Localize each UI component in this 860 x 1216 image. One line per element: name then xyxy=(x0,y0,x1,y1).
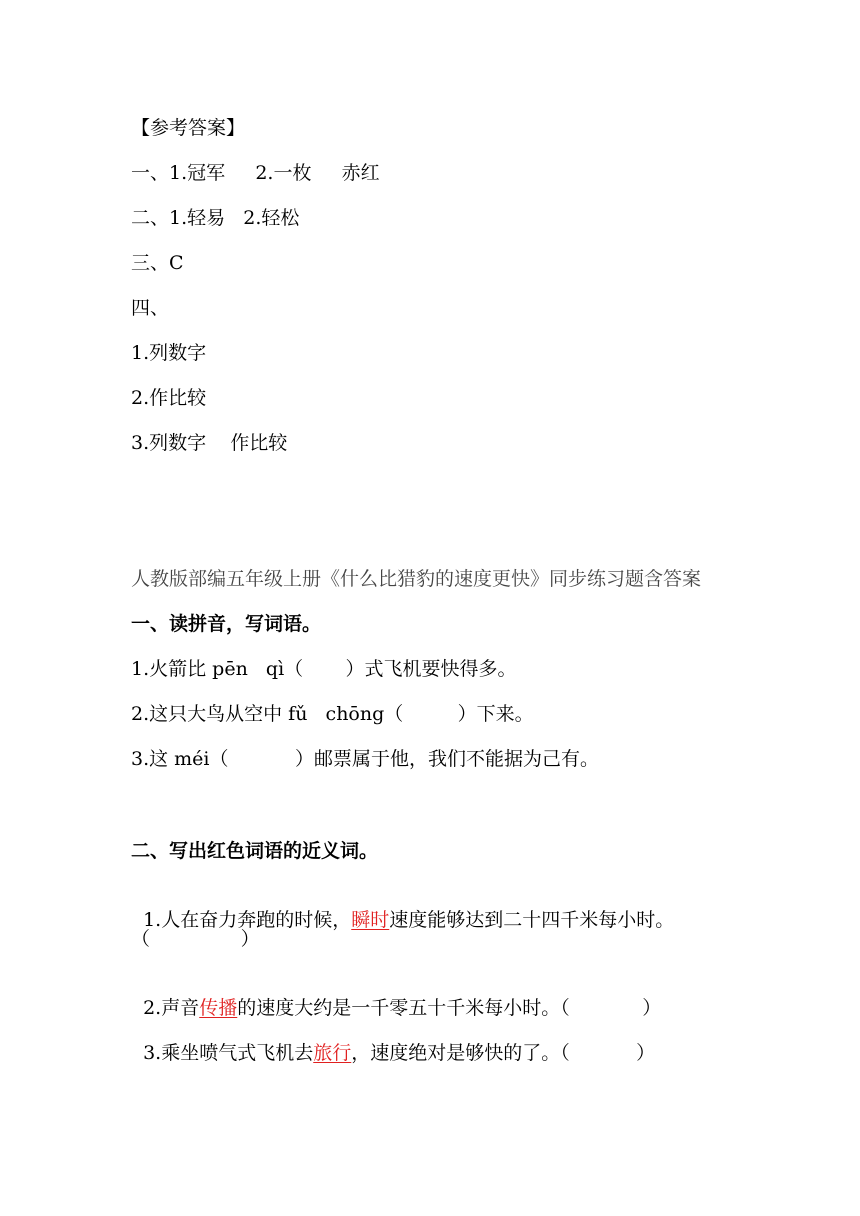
answer-heading: 【参考答案】 xyxy=(131,117,246,139)
answer-line-4-3: 3.列数字 作比较 xyxy=(131,432,288,454)
section-2-heading: 二、写出红色词语的近义词。 xyxy=(131,840,379,862)
section-1-question-1: 1.火箭比 pēn qì（ ）式飞机要快得多。 xyxy=(131,658,517,680)
answer-line-3: 三、C xyxy=(131,252,184,274)
section-2-question-1-blank: （ ） xyxy=(131,928,260,950)
answer-line-4-1: 1.列数字 xyxy=(131,342,207,364)
q3-text-post: ，速度绝对是够快的了。（ ） xyxy=(351,1042,656,1064)
answer-line-2: 二、1.轻易 2.轻松 xyxy=(131,207,300,229)
section-2-question-2 xyxy=(131,972,661,1020)
q2-red-word: 传播 xyxy=(199,997,238,1019)
q1-text-pre: 1.人在奋力奔跑的时候， xyxy=(143,909,352,931)
section-1-question-3: 3.这 méi（ ）邮票属于他，我们不能据为己有。 xyxy=(131,748,599,770)
q1-text-post: 速度能够达到二十四千米每小时。 xyxy=(389,909,675,931)
section-2-question-1 xyxy=(131,884,674,932)
answer-line-4: 四、 xyxy=(131,297,170,319)
q1-red-word: 瞬时 xyxy=(351,909,390,931)
exercise-title: 人教版部编五年级上册《什么比猎豹的速度更快》同步练习题含答案 xyxy=(131,568,702,590)
section-2-question-3 xyxy=(131,1017,655,1065)
q3-red-word: 旅行 xyxy=(313,1042,352,1064)
q2-text-pre: 2.声音 xyxy=(143,997,200,1019)
answer-line-4-2: 2.作比较 xyxy=(131,387,207,409)
q2-text-post: 的速度大约是一千零五十千米每小时。（ ） xyxy=(237,997,662,1019)
q3-text-pre: 3.乘坐喷气式飞机去 xyxy=(143,1042,314,1064)
section-1-heading: 一、读拼音，写词语。 xyxy=(131,613,322,635)
answer-line-1: 一、1.冠军 2.一枚 赤红 xyxy=(131,162,380,184)
section-1-question-2: 2.这只大鸟从空中 fǔ chōng（ ）下来。 xyxy=(131,703,534,725)
